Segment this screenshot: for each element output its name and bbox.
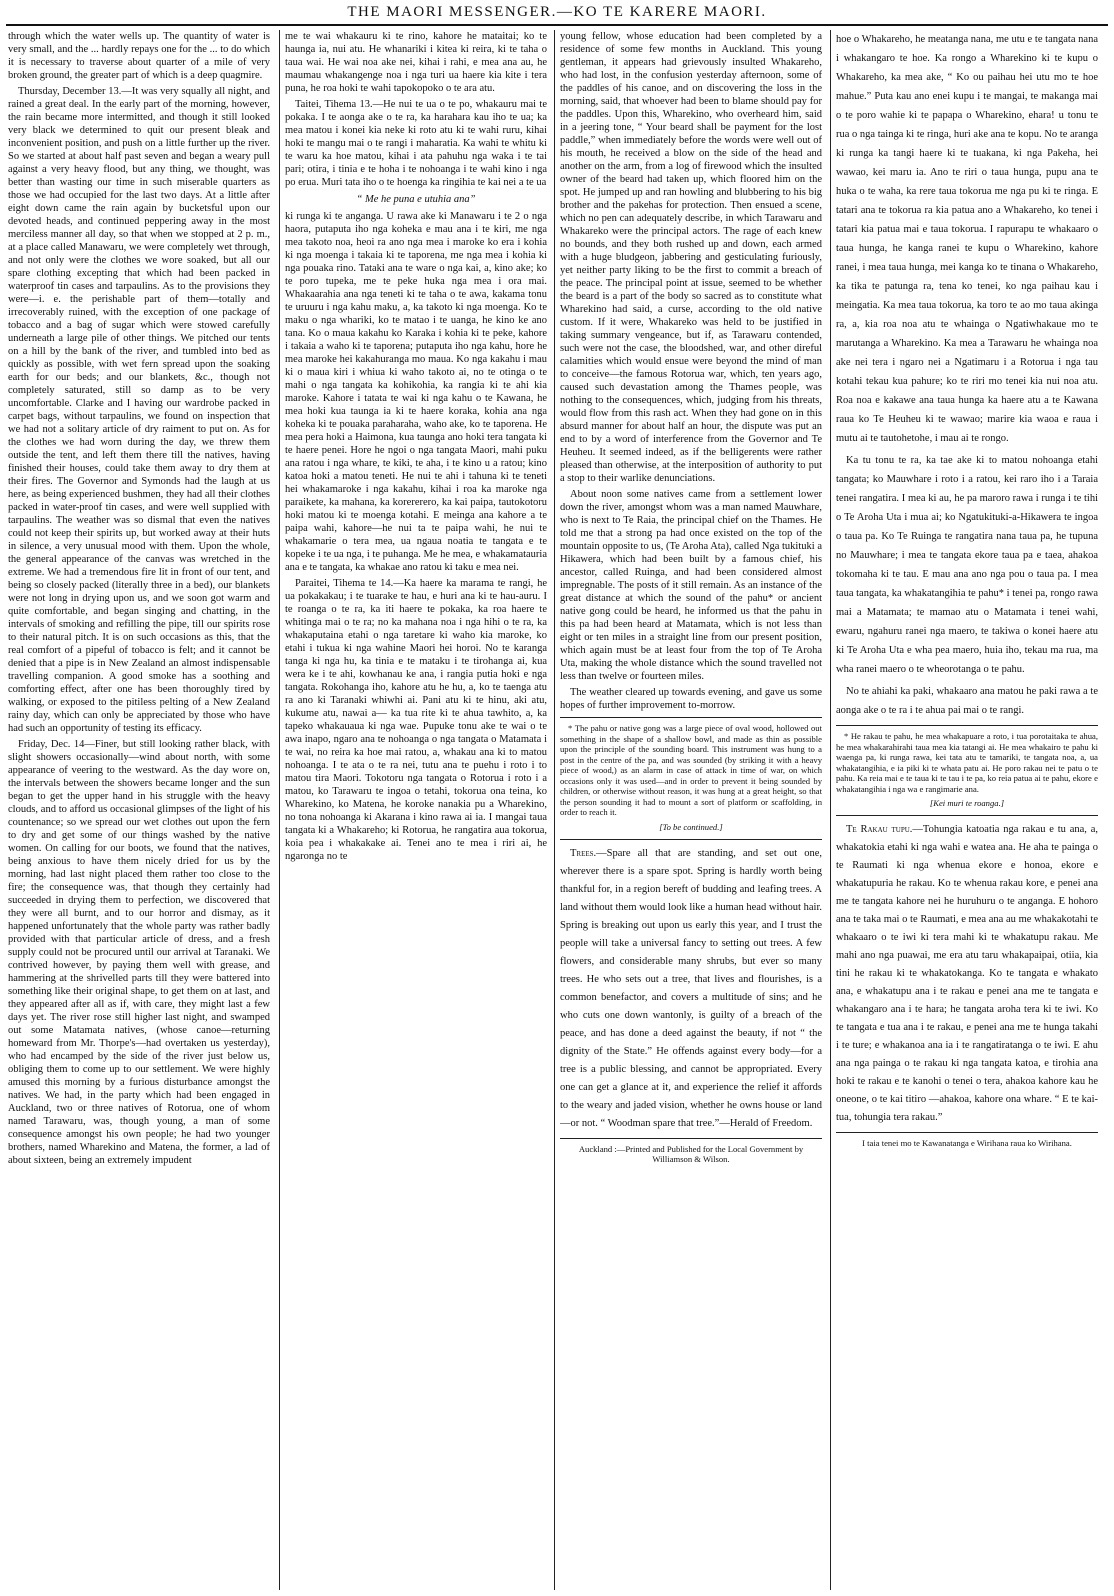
paragraph: ki runga ki te anganga. U rawa ake ki Manawaru i te 2 o nga haora, putaputa iho nga koheka e mau ana i te kiri, me nga mea takoto noa, heoi ra ano nga mea i maroke ko era i kohia ki nga moenga i takaia ki te taporena, me nga mea i kohia ki nga pouaka rino. Tataki ana te ware o nga kai, a, kino ake; ko te poro tupeka, me te peke huka nga mea i ora mai. Whakaarahia ana nga teneti ki te taha o te awa, kakama tonu te uruuru i nga kahu maku, a, ka takoto ki nga moenga. Ko te maku o nga whariki, ko te matao i te uanga, he kino ke ano tana. Ko o maua kakahu ko Karaka i kohia ki te peke, kahore i takaia a waho ki te taporena; putaputa iho nga kahu, hore he mea maroke hei kakahuranga mo maua. Ko nga kakahu i mau ki o maua kiri i whiua ki waho takoto ai, no te otinga o te mahi o nga tangata ka kohikohia, ka rangia ki te ahi kia maroke. Kahore i tatata te wai ki nga kahu o te Kawana, he mea hoki kua taunga ia ki te haere koraka, kohia ana nga koheka ki te pouaka paraharaha, waho ake, ko te taporena. He mea pera hoki a Haimona, kua taunga ano hoki tera tangata ki te haere penei. Hore he ngoi o nga tangata Maori, mahi puku ana ratou i nga whare, te kiki, te aha, i te kino u a ratou; kino katoa hoki a matou teneti. He nui te ahi i tahuna ki te teneti hei whakamaroke i nga kakahu, kihai i roa ka maroke nga paraikete, ka mahana, ka korererero, ka kai paipa, tautokotoru hoki matou ki te moenga kotahi. E meinga ana kahore a te paipa wahi, kahore—he nui ta te paipa wahi, he nui te whakamarie o tera mea, ua ngaua noatia te tangata e te kopeke i te ua nga, i te puhanga. Me he mea, e whakamatauria ana e te tangata, ka whakae ano ratou ki taku e mea nei.: [285, 211, 547, 573]
divider: [836, 815, 1098, 816]
paragraph-weather: The weather cleared up towards evening, and gave us some hopes of further improvement to-morrow.: [560, 687, 822, 711]
divider: [560, 1138, 822, 1139]
paragraph-taitei: Taitei, Tihema 13.—He nui te ua o te po, whakauru mai te pokaka. I te aonga ake o te ra, ka harahara kau iho te ua; ka mea matou i konei kia neke ki roto atu ki te wahi ruru, kihai hoki te mangu mai o te rangi i maharatia. Ka wahi te whitu ki te waru ka hoe matou, kihai i ata pahuhu nga waka i te tai pari; otira, i tinia e te hoha i te nohoanga i te wahi kino i nga po erua. Muri tata iho o te hoenga ka ringihia te kai nei a te ua: [285, 99, 547, 188]
trees-article: [836, 821, 1098, 1127]
quote: “ Me he puna e utuhia ana”: [356, 194, 476, 205]
continued-note: [To be continued.]: [659, 821, 723, 832]
column-divider: [830, 30, 831, 1590]
footnote-text: * The pahu or native gong was a large piece of oval wood, hollowed out something in the shape of a shallow bowl, and made as thin as possible upon the principle of the sounding board. This instrument was hung to a post in the centre of the pa, and was sounded (by striking it with a heavy piece of wood,) as an alarm in case of attack in time of war, on which occasions only it was used—and in order to prevent it being sounded by children, or otherwise without reason, it was hung at a great height, so that the person sounding it had to mount a sort of platform or scaffolding, in order to reach it.: [560, 723, 822, 817]
paragraph: young fellow, whose education had been completed by a residence of some few months in Auckland. This young gentleman, it appears had grievously insulted Whakareho, who had lost, in the confusion yesterday afternoon, some of the paddles of his canoe, and on discovering the loss in the morning, said, that whoever had been to blame should pay for the paddles. Upon this, Wharekino, who overheard him, said in a jeering tone, “ Your beard shall be payment for the lost paddle,” when immediately before the words were well out of his mouth, he received a blow on the side of the head and another on the arm, from a log of firewood which the insulted owner of the beard had taken up, which floored him on the spot. He jumped up and ran howling and blubbering to his big brother and the pakehas for protection. Then ensued a scene, which no pen can adequately describe, in which Tarawaru and Whakareko were the principal actors. The rage of each knew no bounds, and they both rushed up and down, each armed with a huge bludgeon, jabbering and gesticulating furiously, yet neither party liking to be the first to commit a breach of the peace. The principal point at issue, seemed to be whether the beard is a part of the body so sacred as to constitute what Wharekino had said, a curse, according to the old native custom. If it were, Whakareko was held to be justified in taking summary vengeance, but if, as Tarawaru contended, such were not the case, the bloodshed, war, and other direful calamities which would ensue were beyond the mind of man to conceive—the famous Rotorua war, which, ten years ago, caused such devastation among the Thames people, was nothing to the consequences, which, judging from his threats, would flow from this rash act. When they had gone on in this absurd manner for about half an hour, the dispute was put an end to by a word of interference from the Governor and Te Heuheu. It seemed indeed, as if the belligerents were rather pleased than otherwise, at the interposition of authority to put a stop to their warlike denunciations.: [560, 31, 822, 484]
divider: [560, 839, 822, 840]
divider: [836, 725, 1098, 726]
continued-note: [Kei muri te roanga.]: [929, 798, 1005, 808]
masthead-title: THE MAORI MESSENGER.—KO TE KARERE MAORI.: [347, 4, 767, 20]
maori-body: [836, 30, 1098, 720]
column-english-1: [8, 30, 270, 1590]
paragraph-paraitei: Paraitei, Tihema te 14.—Ka haere ka marama te rangi, he ua pokakakau; i te tuarake te hau, e huri ana ki te hau-auru. I te roanga o te ra, ka iti haere te pokaka, ka roa haere te whitinga mai o te ra; no ka mahana noa i nga hihi o te ra, ka whakaputaina etahi o nga taretare ki waho kia maroke, ko etahi i tukua ki nga wahine Maori hei horoi. No te karanga tanga ki nga hu, ka tinia e te mataku i te tirohanga ai, kua wera ke i te ahi, kowhanau ke ana, i rangia putia hoki e nga tangata. Rokohanga iho, kahore atu he hu, a, ko te taenga atu ra ano ki Taranaki whiwhi ai. Pani atu ki te hinu, aki atu, kukume atu, nawai a— ka tua rite ki te ahua tawhito, a, ka tapeko whakauaua ki nga wae. Pupuke tonu ake te wai o te awa inapo, ngaro ana te nohoanga o nga tangata o Matamata i te wai, no reira ka hoe mai ratou, a, whakau ana ki to matou nohoanga. I te ata o te ra nei, tutu ana te puehu i roto i to matou tira Maori. Tokotoru nga tangata o Rotorua i roto i a matou, ko Tarawaru te ingoa o tetahi, tokorua ona teina, ko Wharekino, ko Matena, he koroke nanakia pu a Wharekino, no tona nohoanga ki Akarana i kino rawa ai ia. I mangai taua tangata ki a Whakareho; ki Rotorua, he rangatira aua tokorua, koia pea i whakakake ai. Tenei ano te mea i riri ai, he ngaronga no te: [285, 578, 547, 862]
trees-heading: Trees.: [570, 847, 597, 859]
trees-text: —Tohungia katoatia nga rakau e tu ana, a, whakatokia etahi ki nga wahi e watea ana. He aha te painga o te Raumati ki nga whenua ekore e honoa, ekore e whakatupuria he rakau. Ko te whenua rakau kore, e penei ana me te tangata kahore nei he huruhuru o te anganga. E hohoro ana te taka mai o te Raumati, e mea ana au me whakakotahi te whakaaro o te iwi ki tera mahi ki te whakatupu rakau. Me mahi ano nga puawai, me era atu taru whakapaipai, otiia, kia tini he rakau ki te whakatokanga. Ko te tangata e whakato ana, e whakatupu ana i te rakau e penei ana me te tangata e whakangaro ana i te hara; he tangata aroha tera ki te iwi. Ko te tangata e tua ana i te rakau, e penei ana me te hunga takahi i te ture; e whakanoa ana ia i te rangatiratanga o te iwi. E ahu ana nga painga o te rakau ki nga tangata katoa, e tirohia ana hoki te rakau e te kanohi o tenei o tera, ahakoa kahore kau he oneone, o te kai titiro —ahakoa, kahore ona whare. “ E te kai-tua, tohungia tera rakau.”: [836, 824, 1098, 1123]
footnote: [836, 731, 1098, 794]
column-divider: [554, 30, 555, 1590]
trees-heading: Te Rakau tupu.: [846, 824, 913, 835]
footnote: [560, 723, 822, 818]
paragraph: through which the water wells up. The quantity of water is very small, and the ... hardly repays one for the ... to do which it is necessary to traverse about quarter of a mile of very broken ground, the greater part of which is a deep quagmire.: [8, 31, 270, 81]
divider: [836, 1132, 1098, 1133]
imprint: Auckland :—Printed and Published for the Local Government by Williamson & Wilson.: [578, 1143, 804, 1164]
divider: [560, 717, 822, 718]
paragraph: hoe o Whakareho, he meatanga nana, me utu e te tangata nana i whakangaro te hoe. Ka rongo a Wharekino ki te kupu o Whakareho, ka mea ake, “ Ko ou paihau hei utu mo te hoe mahue.” Puta kau ano enei kupu i te mangai, te makanga mai o te poro wahie ki te papapa o Wharekino, ehara! u tonu te rua o nga tainga ki te ringa, huri ake ana te kopu. No te aranga ki runga ka tangi haere ki te tuakana, ki nga Pakeha, hei wawao, kei maru ia. Ano te riri o taua hunga, pupu ana te huka o te waha, ka rere taua tokorua me nga pu ki te ringa. E tatari ana te tokorua ra kia patua ano a Whakareho, ko tenei i tatari kia patua mai e taua tokorua. I rapurapu te whakaaro o taua hunga, he kanga ranei te kupu o Wharekino, kahore ranei, i mea taua hunga, mei kanga ko te tinana o Whakareho, ka tika te patunga ra, tena ko tenei, ko nga paihau kau i meingatia. Ka mea taua tokorua, ka toro te ao mo taua akinga ra, a, kia roa noa atu te whainga o Ngatiwhakaue mo te marutanga a Wharekino. Ka mea a Tarawaru he whainga noa ake nei tera i ngaro nei a Ngatimaru i a Rotorua i nga tau kotahi tekau kua pahure; ko te riri mo tenei kia nui noa atu. Roa noa e kakawe ana taua hunga ka haere atu a te Kawana raua ko Te Heuheu ki te wawao; marire kia waoa e raua i mutu ai te tautohetohe, i mau ai te rongo.: [836, 34, 1098, 444]
trees-text: —Spare all that are standing, and set out one, wherever there is a spare spot. Spring is hardly worth being thankful for, in a region bereft of budding and leafing trees. A land without them would look like a human head without hair. Spring is breaking out upon us early this year, and I trust the people will take a universal fancy to setting out trees. A few flowers, and considerable many shrubs, but ever so many trees. He who sets out a tree, that lives and flourishes, is a common benefactor, and covers a multitude of sins; and he who cuts one down wantonly, is guilty of a breach of the peace, and has done a deed against the beauty, if not “ the dignity of the State.” He offends against every body—for a tree is a public blessing, and cannot be appropriated. Every one can get a glance at it, and experience the relief it affords to the weary and jaded vision, whether he owns house or land—or not. “ Woodman spare that tree.”—Herald of Freedom.: [560, 847, 822, 1129]
paragraph-thursday: Thursday, December 13.—It was very squally all night, and rained a great deal. In the early part of the morning, however, the rain became more intermitted, and though it still looked very black we determined to quit our present bleak and inconvenient position, and push on a little further up the river. So we started at about half past seven and began a weary pull against a very heavy flood, but any thing, we thought, was better than wasting our time in such miserable quarters as those we had occupied for the last two days. At a little after eight down came the rain again by bucketsful upon our devoted heads, and continued peppering away in the most merciless manner all day, so that when we stopped at 2 p. m., at a place called Manawaru, we were completely wet through, and not only were the clothes we wore soaked, but all our spare clothing excepting that which had been packed in waterproof tin cases and tarpaulins. As to the provisions they were—i. e. the perishable part of them—totally and irrecoverably ruined, with the exception of one package of tobacco and a bag of sugar which were stowed carefully underneath a large pile of other things. We pitched our tents on a hill by the bank of the river, and tumbled into bed as quickly as possible, with wet fern spread upon the soaking earth for our beds; and our blankets, &c., though not completely saturated, still so damp as to be very uncomfortable. Clarke and I having our wardrobe packed in carpet bags, without tarpaulins, we found on inspection that we had not a solitary article of dry raiment to put on. As for the clothes we had worn during the day, we threw them outside the tent, and left them there till the natives, having finished their houses, could take them away to dry them at their fires. The Governor and Symonds had the laugh at us here, as being experienced bushmen, they had all their clothes packed in water-proof tin cases, and were well supplied with tarpaulins. The weather was so dismal that even the natives could not keep their spirits up, but worked away at their huts in silence, a very unusual mood with them. Upon the whole, the general appearance of the canvas was wretched in the extreme. We had a tremendous fire lit in front of our tent, and being so closely packed (literally three in a bed), our blankets were not long in drying upon us, and we soon got warm and quite comfortable, and began singing and chatting, in the intervals of smoking and refilling the pipe, till our spirits rose to their natural pitch. It is on such occasions as this, that the real comfort of a pipeful of tobacco is felt; and it cannot be denied that a pipe is in New Zealand an almost indispensable travelling companion. A good smoke has a soothing and comforting effect, after one has been thoroughly tired by walking, or exposed to the pitiless pelting of a New Zealand rainy day, which can only be appreciated by those who have had such an opportunity of testing its efficacy.: [8, 86, 270, 734]
column-divider: [279, 30, 280, 1590]
column-maori-1: [285, 30, 547, 1590]
paragraph-friday: Friday, Dec. 14—Finer, but still looking rather black, with slight showers occasionally—wind about north, with some appearance of veering to the westward. As the day wore on, the intervals between the showers became longer and the sun began to get the upper hand in his struggle with the heavy clouds, and to afford us occasional glimpses of the light of his countenance; so we spread our wet clothes out upon the fern to dry and get some of our things washed by the native women. On calling for our boots, we found that the natives, being anxious to have them nicely dried for us by the morning, had last night placed them rather too close to the fire; the consequence was, that though they certainly had succeeded in drying them to perfection, we discovered that they were all burnt, and to our horror and dismay, as it happened unfortunately that the whole party was rather badly provided with that particular article of dress, and a fresh supply could not be procured until our arrival at Taranaki. We contrived however, by paying them well with grease, and hammering at the shrivelled parts till they were battered into something like their original shape, to get them on at last, and they appeared after all as if, with care, they might last a few days yet. The river rose still higher last night, and swamped out some Matamata natives, (whose canoe—returning homeward from Mr. Thorpe's—had overtaken us yesterday), who had encamped by the side of the river just below us, obliging them to come up to our settlement. We were highly amused this morning by a furious disturbance amongst the natives. We had, in the party which had been engaged in Auckland, two or three natives of Rotorua, one of whom named Tarawaru, was, though young, a man of some consequence amongst his own people; he had two younger brothers, named Wharekino and Matena, the former, a lad of about sixteen, being an extremely impudent: [8, 739, 270, 1166]
paragraph-noon: Ka tu tonu te ra, ka tae ake ki to matou nohoanga etahi tangata; ko Mauwhare i roto i a ratou, kei raro iho i a Taraia tenei rangatira. I mea ki au, he pa maroro rawa i runga i te tihi o Te Aroha Uta i mua ai; ko Ngatukituki-a-Hikawera te ingoa o taua pa. Ko Te Ruinga te rangatira nana taua pa, he tupuna no Mauwhare; i mea te tangata ekore taua pa e taea, ahakoa tokomaha ki te tau. E mau ana ano nga pou o taua pa. I mea taua tangata, ka whakatangihia te pahu* i tenei pa, rongo rawa mai a Matamata; te mamao atu o Matamata i tenei wahi, ewaru, ngahuru ranei nga maero, te takiwa o konei haere atu ki Te Aroha Uta e wha pea maero, huia iho, tekau ma rua, ma wha ranei maero o te wheorotanga o te pahu.: [836, 455, 1098, 675]
masthead-rule: [6, 24, 1108, 26]
column-english-2: [560, 30, 822, 1590]
footnote-text: * He rakau te pahu, he mea whakapuare a roto, i tua porotaitaka te ahua, he mea whakarahirahi taua mea kia tatangi ai. He mea whakairo te pahu ki waenga pa, ki runga rawa, kei tata atu te tamariki, te tangata noa, a, ua whakatangihia, e ia piki ki te whata patu ai. He poro rakau nei te patu o te pahu. Ka reia mai e te taua ki te tau i te pa, ko reia patua ai te pahu, ekore e whakatangihia i nga wa e rangimarie ana.: [836, 731, 1098, 794]
column-maori-2: [836, 30, 1098, 1590]
paragraph-evening: No te ahiahi ka paki, whakaaro ana matou he paki rawa a te aonga ake o te ra i te ahua pai mai o te rangi.: [836, 686, 1098, 716]
paragraph-noon: About noon some natives came from a settlement lower down the river, amongst whom was a man named Mauwhare, who is next to Te Raia, the principal chief on the Thames. He told me that a strong pa had once existed on the top of the mountain opposite to us, (Te Aroha Ata), called Nga tukituki a Hikawera, which had been built by a famous chief, his ancestor, called Ruinga, and had been considered almost impregnable. The posts of it still remain. As an instance of the great distance at which the sound of the pahu* or ancient native gong could be heard, he informed us that the pahu in this pa had been heard at Matamata, which is not less than eight or ten miles in a straight line from our present position, which again must be at least four from the top of Te Aroha Uta, making the whole distance which the sound travelled not less than twelve or fourteen miles.: [560, 489, 822, 682]
imprint: I taia tenei mo te Kawanatanga e Wirihana raua ko Wirihana.: [862, 1138, 1072, 1148]
paragraph: me te wai whakauru ki te rino, kahore he mataitai; ko te haunga ia, nui atu. He whanariki i kitea ki reira, ki te taha o taua wai. He wai noa ake nei, kihai i rahi, e mea ana au, he maumau whakangenge noa i nga turi ua haere kia kite i tera puna, he roa hoki te wahi tapokopoko o te ara atu.: [285, 31, 547, 94]
trees-article: [560, 845, 822, 1133]
